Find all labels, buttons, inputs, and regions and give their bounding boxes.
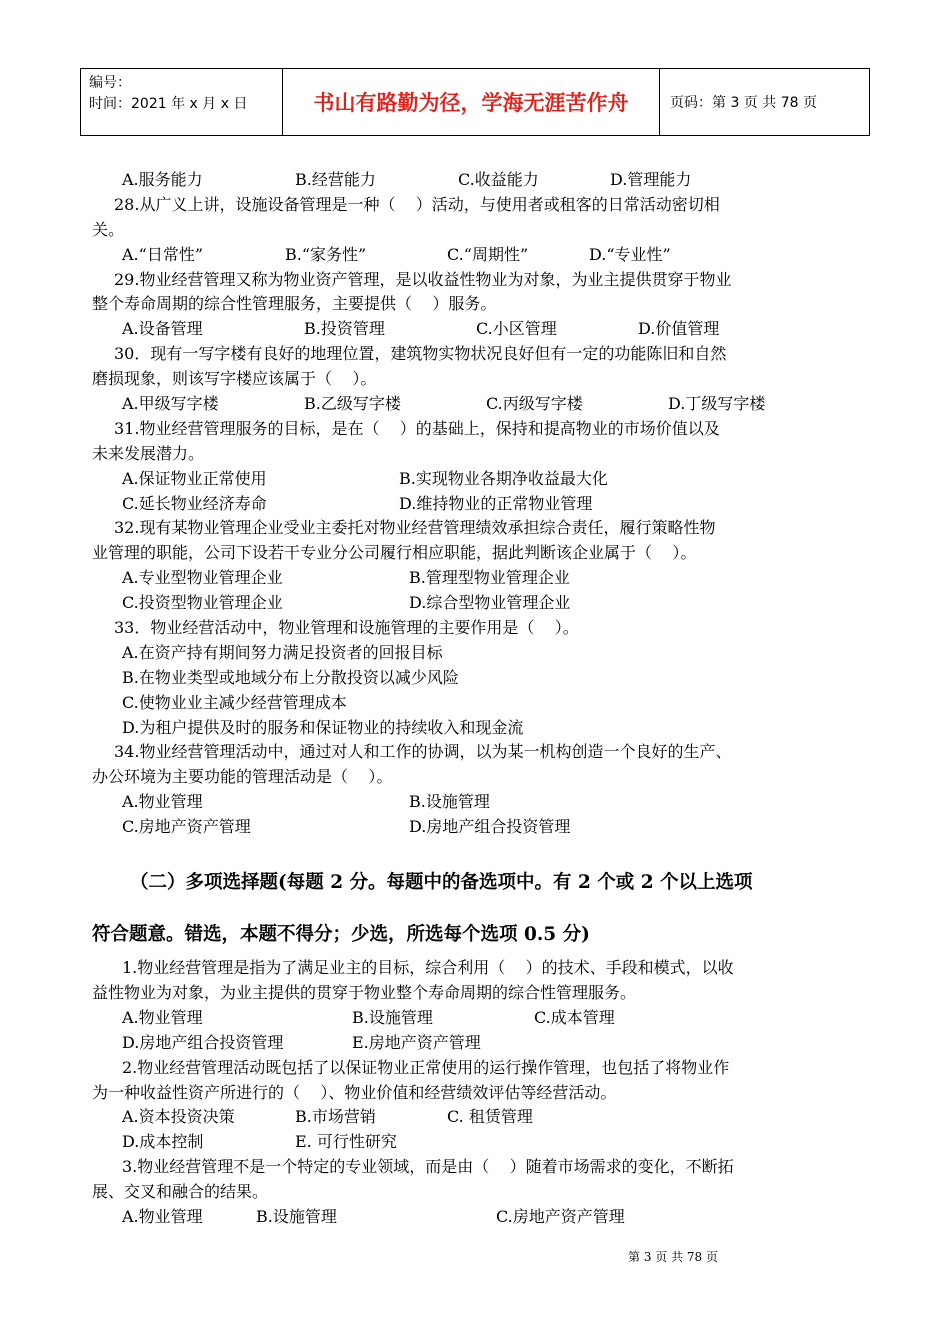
option: A.设备管理 bbox=[122, 319, 203, 339]
option: A.资本投资决策 bbox=[122, 1107, 235, 1127]
q33-text: 33．物业经营活动中，物业管理和设施管理的主要作用是（ ）。 bbox=[114, 618, 579, 638]
page-footer: 第 3 页 共 78 页 bbox=[628, 1250, 718, 1264]
section-heading: （二）多项选择题(每题 2 分。每题中的备选项中。有 2 个或 2 个以上选项 bbox=[130, 872, 753, 894]
option: B.“家务性” bbox=[285, 244, 367, 264]
m3-text: 3.物业经营管理不是一个特定的专业领域，而是由（ ）随着市场需求的变化，不断拓 bbox=[122, 1157, 734, 1177]
m1-options-2 bbox=[92, 1031, 872, 1056]
q32-text: 32.现有某物业管理企业受业主委托对物业经营管理绩效承担综合责任，履行策略性物 bbox=[114, 518, 716, 538]
m3-text-cont: 展、交叉和融合的结果。 bbox=[92, 1182, 269, 1202]
option: A.服务能力 bbox=[122, 170, 203, 189]
page-header bbox=[80, 68, 870, 136]
option: B.投资管理 bbox=[304, 319, 385, 339]
option: E. 可行性研究 bbox=[295, 1132, 397, 1152]
option: B.实现物业各期净收益最大化 bbox=[399, 468, 608, 488]
section-heading-cont: 符合题意。错选，本题不得分；少选，所选每个选项 0.5 分) bbox=[92, 924, 590, 946]
q27-options bbox=[92, 168, 872, 193]
page-label: 页码：第 3 页 共 78 页 bbox=[670, 95, 817, 111]
option: C.小区管理 bbox=[476, 319, 557, 339]
q29-options bbox=[92, 317, 872, 342]
q33-option-d: D.为租户提供及时的服务和保证物业的持续收入和现金流 bbox=[122, 717, 524, 737]
q32-options-1 bbox=[92, 566, 872, 591]
q31-options-2 bbox=[92, 492, 872, 517]
option: D.成本控制 bbox=[122, 1132, 204, 1152]
m1-options-1 bbox=[92, 1006, 872, 1031]
q28-text: 28.从广义上讲，设施设备管理是一种（ ）活动，与使用者或租客的日常活动密切相 bbox=[114, 194, 720, 214]
option: A.物业管理 bbox=[122, 1206, 203, 1226]
time-label: 时间：2021 年 x 月 x 日 bbox=[89, 96, 248, 112]
m1-text: 1.物业经营管理是指为了满足业主的目标，综合利用（ ）的技术、手段和模式，以收 bbox=[122, 958, 734, 978]
option: D.丁级写字楼 bbox=[668, 394, 766, 414]
option: A.物业管理 bbox=[122, 792, 203, 812]
q32-options-2 bbox=[92, 591, 872, 616]
option: D.房地产组合投资管理 bbox=[409, 817, 571, 837]
q31-options-1 bbox=[92, 467, 872, 492]
q30-options bbox=[92, 392, 872, 417]
m2-text-cont: 为一种收益性资产所进行的（ ）、物业价值和经营绩效评估等经营活动。 bbox=[92, 1082, 617, 1102]
q28-options bbox=[92, 243, 872, 268]
q29-text: 29.物业经营管理又称为物业资产管理，是以收益性物业为对象，为业主提供贯穿于物业 bbox=[114, 269, 732, 289]
q34-text-cont: 办公环境为主要功能的管理活动是（ ）。 bbox=[92, 767, 393, 787]
option: D.房地产组合投资管理 bbox=[122, 1032, 284, 1052]
option: D.综合型物业管理企业 bbox=[409, 593, 571, 613]
option: B.管理型物业管理企业 bbox=[409, 568, 570, 588]
option: B.市场营销 bbox=[295, 1107, 376, 1127]
option: D.“专业性” bbox=[589, 244, 671, 264]
option: A.保证物业正常使用 bbox=[122, 468, 267, 488]
option: B.设施管理 bbox=[256, 1206, 337, 1226]
m2-text: 2.物业经营管理活动既包括了以保证物业正常使用的运行操作管理，也包括了将物业作 bbox=[122, 1057, 730, 1077]
q31-text-cont: 未来发展潜力。 bbox=[92, 443, 205, 463]
option: B.经营能力 bbox=[295, 170, 376, 189]
option: B.乙级写字楼 bbox=[304, 394, 401, 414]
option: C. 租赁管理 bbox=[447, 1107, 533, 1127]
q32-text-cont: 业管理的职能，公司下设若干专业分公司履行相应职能，据此判断该企业属于（ ）。 bbox=[92, 543, 697, 563]
option: C.丙级写字楼 bbox=[486, 394, 583, 414]
q34-options-1 bbox=[92, 790, 872, 815]
m2-options-2 bbox=[92, 1130, 872, 1155]
option: A.专业型物业管理企业 bbox=[122, 568, 283, 588]
q30-text-cont: 磨损现象，则该写字楼应该属于（ ）。 bbox=[92, 369, 377, 389]
option: C.延长物业经济寿命 bbox=[122, 493, 267, 513]
q33-option-c: C.使物业业主减少经营管理成本 bbox=[122, 692, 347, 712]
option: C.成本管理 bbox=[534, 1007, 615, 1027]
option: C.投资型物业管理企业 bbox=[122, 593, 283, 613]
option: C.“周期性” bbox=[447, 244, 529, 264]
option: C.收益能力 bbox=[458, 170, 539, 189]
m2-options-1 bbox=[92, 1105, 872, 1130]
option: D.价值管理 bbox=[638, 319, 720, 339]
q33-option-a: A.在资产持有期间努力满足投资者的回报目标 bbox=[122, 642, 443, 662]
option: D.维持物业的正常物业管理 bbox=[399, 493, 593, 513]
m1-text-cont: 益性物业为对象，为业主提供的贯穿于物业整个寿命周期的综合性管理服务。 bbox=[92, 982, 637, 1002]
option: A.甲级写字楼 bbox=[122, 394, 219, 414]
document-body bbox=[92, 168, 872, 1230]
option: A.“日常性” bbox=[122, 244, 204, 264]
option: E.房地产资产管理 bbox=[352, 1032, 481, 1052]
q34-text: 34.物业经营管理活动中，通过对人和工作的协调，以为某一机构创造一个良好的生产、 bbox=[114, 742, 732, 762]
q34-options-2 bbox=[92, 815, 872, 840]
q28-text-cont: 关。 bbox=[92, 219, 125, 239]
option: C.房地产资产管理 bbox=[496, 1206, 625, 1226]
option: B.设施管理 bbox=[352, 1007, 433, 1027]
q30-text: 30．现有一写字楼有良好的地理位置，建筑物实物状况良好但有一定的功能陈旧和自然 bbox=[114, 344, 727, 364]
option: C.房地产资产管理 bbox=[122, 817, 251, 837]
option: B.设施管理 bbox=[409, 792, 490, 812]
option: A.物业管理 bbox=[122, 1007, 203, 1027]
number-label: 编号： bbox=[89, 75, 131, 91]
option: D.管理能力 bbox=[610, 170, 692, 189]
motto: 书山有路勤为径，学海无涯苦作舟 bbox=[283, 69, 660, 135]
header-meta bbox=[81, 69, 283, 135]
q31-text: 31.物业经营管理服务的目标，是在（ ）的基础上，保持和提高物业的市场价值以及 bbox=[114, 418, 720, 438]
q33-option-b: B.在物业类型或地域分布上分散投资以减少风险 bbox=[122, 667, 459, 687]
q29-text-cont: 整个寿命周期的综合性管理服务，主要提供（ ）服务。 bbox=[92, 294, 497, 314]
m3-options-1 bbox=[92, 1205, 872, 1230]
